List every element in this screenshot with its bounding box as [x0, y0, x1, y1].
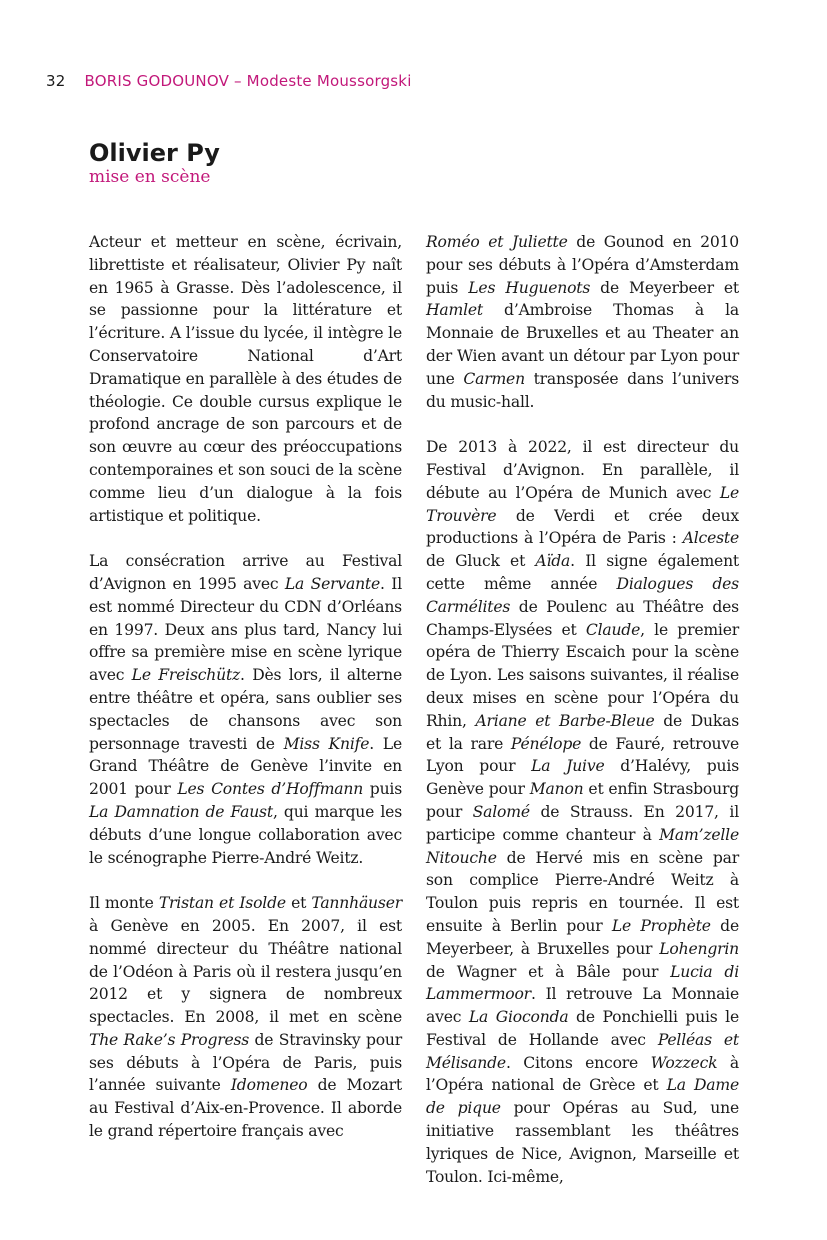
left-column [89, 231, 402, 1143]
page-number: 32 [46, 72, 66, 90]
paragraph: Acteur et metteur en scène, écrivain, librettiste et réalisateur, Olivier Py naît en 1965 à Grasse. Dès l’adolescence, il se passionne pour la littérature et l’écriture. A l’issue du lycée, il intègre le Conservatoire National d’Art Dramatique en parallèle à des études de théologie. Ce double cursus explique le profond ancrage de son parcours et de son œuvre au cœur des préoccupations contemporaines et son souci de la scène comme lieu d’un dialogue à la fois artistique et politique. [89, 233, 402, 525]
paragraph: Roméo et Juliette de Gounod en 2010 pour ses débuts à l’Opéra d’Amsterdam puis Les Huguenots de Meyerbeer et Hamlet d’Ambroise Thomas à la Monnaie de Bruxelles et au Theater an der Wien avant un détour par Lyon pour une Carmen transposée dans l’univers du music-hall. [426, 233, 739, 411]
bio-name: Olivier Py [89, 139, 220, 167]
paragraph: De 2013 à 2022, il est directeur du Festival d’Avignon. En parallèle, il débute au l’Opéra de Munich avec Le Trouvère de Verdi et crée deux productions à l’Opéra de Paris : Alceste de Gluck et Aïda. Il signe également cette même année Dialogues des Carmélites de Poulenc au Théâtre des Champs-Elysées et Claude, le premier opéra de Thierry Escaich pour la scène de Lyon. Les saisons suivantes, il réalise deux mises en scène pour l’Opéra du Rhin, Ariane et Barbe-Bleue de Dukas et la rare Pénélope de Fauré, retrouve Lyon pour La Juive d’Halévy, puis Genève pour Manon et enfin Strasbourg pour Salomé de Strauss. En 2017, il participe comme chanteur à Mam’zelle Nitouche de Hervé mis en scène par son complice Pierre-André Weitz à Toulon puis repris en tournée. Il est ensuite à Berlin pour Le Prophète de Meyerbeer, à Bruxelles pour Lohengrin de Wagner et à Bâle pour Lucia di Lammermoor. Il retrouve La Monnaie avec La Gioconda de Ponchielli puis le Festival de Hollande avec Pelléas et Mélisande. Citons encore Wozzeck à l’Opéra national de Grèce et La Dame de pique pour Opéras au Sud, une initiative rassemblant les théâtres lyriques de Nice, Avignon, Marseille et Toulon. Ici-même, [426, 438, 740, 1186]
header-separator: – [234, 72, 242, 90]
paragraph: La consécration arrive au Festival d’Avignon en 1995 avec La Servante. Il est nommé Directeur du CDN d’Orléans en 1997. Deux ans plus tard, Nancy lui offre sa première mise en scène lyrique avec Le Freischütz. Dès lors, il alterne entre théâtre et opéra, sans oublier ses spectacles de chansons avec son personnage travesti de Miss Knife. Le Grand Théâtre de Genève l’invite en 2001 pour Les Contes d’Hoffmann puis La Damnation de Faust, qui marque les débuts d’une longue collaboration avec le scénographe Pierre-André Weitz. [89, 552, 403, 867]
opera-title: BORIS GODOUNOV [84, 72, 230, 90]
right-column [426, 231, 739, 1188]
composer-name: Modeste Moussorgski [246, 72, 412, 90]
paragraph: Il monte Tristan et Isolde et Tannhäuser à Genève en 2005. En 2007, il est nommé directeur du Théâtre national de l’Odéon à Paris où il restera jusqu’en 2012 et y signera de nombreux spectacles. En 2008, il met en scène The Rake’s Progress de Stravinsky pour ses débuts à l’Opéra de Paris, puis l’année suivante Idomeneo de Mozart au Festival d’Aix-en-Provence. Il aborde le grand répertoire français avec [89, 894, 403, 1141]
running-header [46, 72, 412, 90]
bio-role: mise en scène [89, 167, 211, 187]
